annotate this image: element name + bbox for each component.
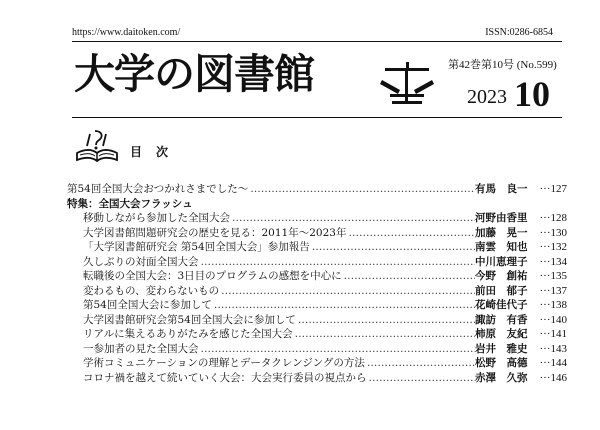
- toc-item[interactable]: [67, 226, 567, 241]
- toc-section-header: [67, 197, 567, 212]
- toc-item[interactable]: [67, 284, 567, 299]
- toc-item-author: 松野 高德: [475, 356, 537, 371]
- top-rule: [72, 41, 562, 42]
- header-bottom-rule: [72, 117, 562, 118]
- toc-item-author: 加藤 晃一: [475, 226, 537, 241]
- toc-item-title[interactable]: コロナ禍を越えて続いていく大会：大会実行委員の視点から …………………………………………………………………………………………………………………………………………………………………………………………………………: [83, 371, 475, 386]
- open-book-question-icon: [72, 128, 122, 166]
- toc-item-title[interactable]: 久しぶりの対面全国大会 …………………………………………………………………………………………………………………………………………………………………………………………………………: [83, 255, 475, 270]
- toc-item[interactable]: [67, 371, 567, 386]
- toc-item[interactable]: [67, 298, 567, 313]
- toc-item-page: ···134: [537, 255, 567, 270]
- issue-number: 10: [514, 74, 550, 114]
- volume-issue-label: 第42巻第10号 (No.599): [448, 59, 557, 71]
- toc-item-title[interactable]: 第54回全国大会に参加して …………………………………………………………………………………………………………………………………………………………………………………………………………: [83, 298, 475, 313]
- toc-item-author: 有馬 良一: [475, 182, 537, 197]
- toc-item-page: ···128: [537, 211, 567, 226]
- toc-item-page: ···135: [537, 269, 567, 284]
- toc-item-title[interactable]: 大学図書館問題研究会の歴史を見る：2011年～2023年 …………………………………………………………………………………………………………………………………………………………………………………………………………: [83, 226, 475, 241]
- issue-year: 2023: [467, 86, 507, 108]
- toc-item-page: ···146: [537, 371, 567, 386]
- toc-item[interactable]: [67, 182, 567, 197]
- toc-item-author: 今野 創祐: [475, 269, 537, 284]
- toc-item[interactable]: [67, 255, 567, 270]
- toc-item-title[interactable]: リアルに集えるありがたみを感じた全国大会 …………………………………………………………………………………………………………………………………………………………………………………………………………: [83, 327, 475, 342]
- toc-item-page: ···138: [537, 298, 567, 313]
- toc-item[interactable]: [67, 327, 567, 342]
- toc-item-author: 柿原 友紀: [475, 327, 537, 342]
- toc-item[interactable]: [67, 240, 567, 255]
- toc-item-author: 諏訪 有香: [475, 313, 537, 328]
- toc-item-author: 河野由香里: [475, 211, 541, 226]
- toc-item-page: ···141: [537, 327, 567, 342]
- toc-item-page: ···127: [537, 182, 567, 197]
- toc-item-author: 前田 郁子: [475, 284, 537, 299]
- journal-logo-icon: [378, 58, 436, 110]
- toc-item[interactable]: [67, 211, 567, 226]
- toc-item-page: ···130: [537, 226, 567, 241]
- toc-heading: 目 次: [130, 145, 170, 159]
- toc-item-author: 花崎佳代子: [475, 298, 541, 313]
- toc-item[interactable]: [67, 269, 567, 284]
- website-url[interactable]: https://www.daitoken.com/: [72, 27, 181, 38]
- toc-item-page: ···144: [537, 356, 567, 371]
- toc-item-page: ···143: [537, 342, 567, 357]
- toc-item-author: 南雲 知也: [475, 240, 537, 255]
- table-of-contents: [67, 182, 567, 385]
- toc-item-title[interactable]: 移動しながら参加した全国大会 …………………………………………………………………………………………………………………………………………………………………………………………………………: [83, 211, 475, 226]
- toc-item-page: ···140: [537, 313, 567, 328]
- toc-item[interactable]: [67, 313, 567, 328]
- toc-item-title[interactable]: 第54回全国大会おつかれさまでした～ …………………………………………………………………………………………………………………………………………………………………………………………………………: [67, 182, 475, 197]
- toc-item-title[interactable]: 転職後の全国大会：3日目のプログラムの感想を中心に …………………………………………………………………………………………………………………………………………………………………………………………………………: [83, 269, 475, 284]
- toc-item-title[interactable]: 変わるもの、変わらないもの …………………………………………………………………………………………………………………………………………………………………………………………………………: [83, 284, 475, 299]
- toc-item-page: ···137: [537, 284, 567, 299]
- toc-item-author: 赤澤 久弥: [475, 371, 537, 386]
- toc-item-title[interactable]: 一参加者の見た全国大会 …………………………………………………………………………………………………………………………………………………………………………………………………………: [83, 342, 475, 357]
- toc-item[interactable]: [67, 342, 567, 357]
- toc-item-page: ···132: [537, 240, 567, 255]
- issn-label: ISSN:0286-6854: [485, 27, 553, 38]
- toc-item-title[interactable]: 学術コミュニケーションの理解とデータクレンジングの方法 …………………………………………………………………………………………………………………………………………………………………………………………………………: [83, 356, 475, 371]
- toc-item-author: 岩井 雅史: [475, 342, 537, 357]
- toc-item[interactable]: [67, 356, 567, 371]
- toc-section-label: 特集：全国大会フラッシュ: [67, 197, 193, 210]
- toc-item-title[interactable]: 大学図書館研究会第54回全国大会に参加して …………………………………………………………………………………………………………………………………………………………………………………………………………: [83, 313, 475, 328]
- journal-title: 大学の図書館: [74, 50, 314, 98]
- toc-item-title[interactable]: 「大学図書館研究会 第54回全国大会」参加報告 …………………………………………………………………………………………………………………………………………………………………………………………………………: [83, 240, 475, 255]
- toc-item-author: 中川恵理子: [475, 255, 541, 270]
